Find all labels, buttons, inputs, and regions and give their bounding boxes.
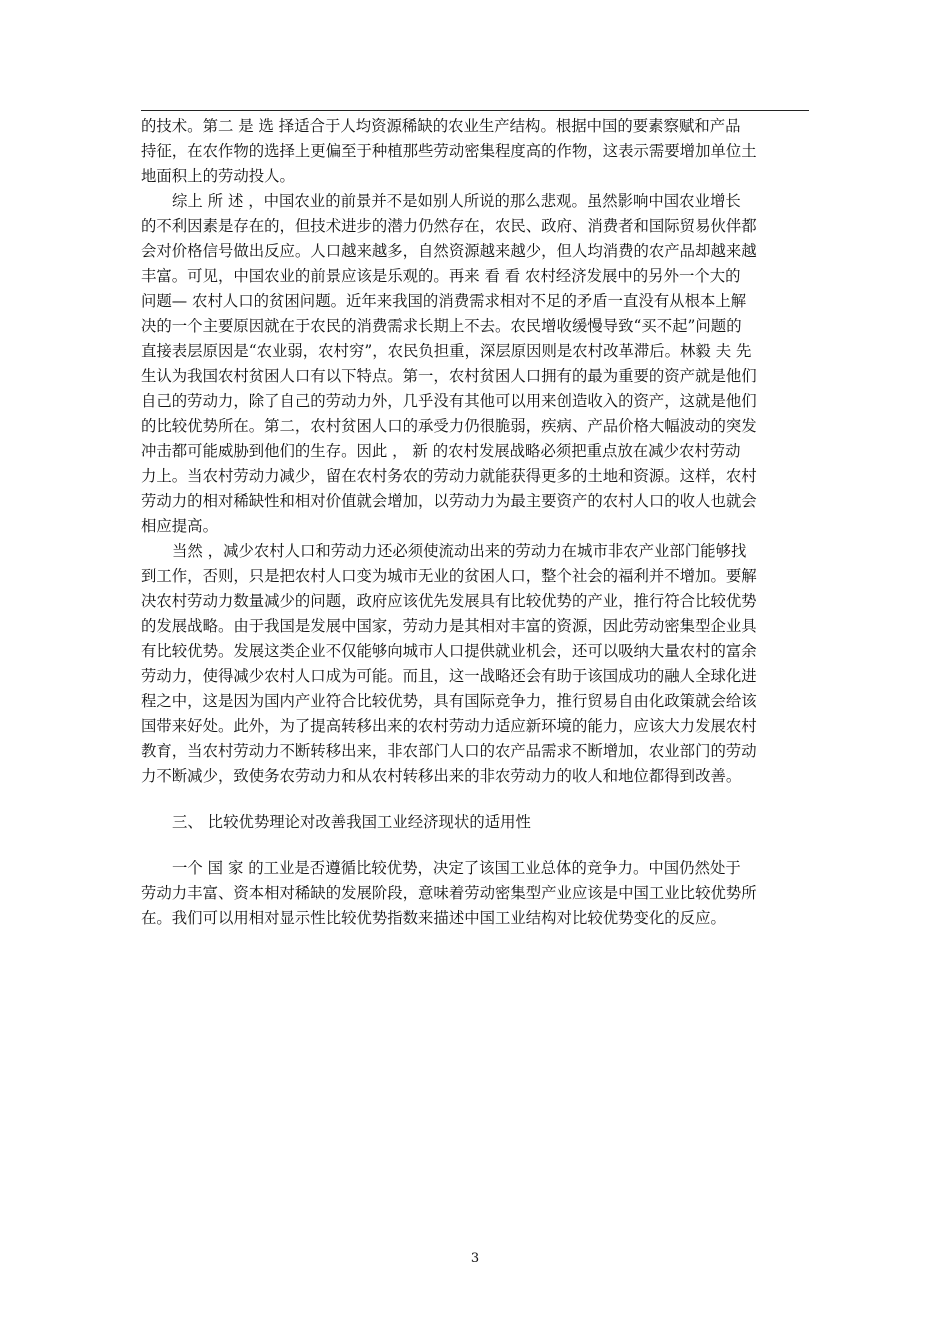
text-line: 劳动力的相对稀缺性和相对价值就会增加，以劳动力为最主要资产的农村人口的收人也就会 xyxy=(141,492,757,510)
text-line: 当然 ，减少农村人口和劳动力还必须使流动出来的劳动力在城市非农产业部门能够找 xyxy=(172,542,747,560)
text-line: 的发展战略。由于我国是发展中国家，劳动力是其相对丰富的资源，因此劳动密集型企业具 xyxy=(141,617,757,635)
text-line: 力不断减少，致使务农劳动力和从农村转移出来的非农劳动力的收人和地位都得到改善。 xyxy=(141,767,742,785)
text-line: 决农村劳动力数量减少的问题，政府应该优先发展具有比较优势的产业，推行符合比较优势 xyxy=(141,592,757,610)
text-line: 一个 国 家 的工业是否遵循比较优势，决定了该国工业总体的竞争力。中国仍然处于 xyxy=(172,859,741,877)
text-line: 丰富。可见，中国农业的前景应该是乐观的。再来 看 看 农村经济发展中的另外一个大的 xyxy=(141,267,741,285)
text-line: 持征，在农作物的选择上更偏至于种植那些劳动密集程度高的作物，这表示需要增加单位土 xyxy=(141,142,757,160)
paragraph-industry xyxy=(141,856,809,931)
paragraph-agriculture-outlook xyxy=(141,189,809,539)
spacer xyxy=(141,789,809,810)
text-line: 的不利因素是存在的，但技术进步的潜力仍然存在，农民、政府、消费者和国际贸易伙伴都 xyxy=(141,217,757,235)
document-body xyxy=(141,114,809,931)
text-line: 劳动力，使得减少农村人口成为可能。而且，这一战略还会有助于该国成功的融人全球化进 xyxy=(141,667,757,685)
text-line: 力上。当农村劳动力减少，留在农村务农的劳动力就能获得更多的土地和资源。这样，农村 xyxy=(141,467,757,485)
text-line: 会对价格信号做出反应。人口越来越多，自然资源越来越少，但人均消费的农产品却越来越 xyxy=(141,242,757,260)
text-line: 问题— 农村人口的贫困问题。近年来我国的消费需求相对不足的矛盾一直没有从根本上解 xyxy=(141,292,747,310)
paragraph-labor-transfer xyxy=(141,539,809,789)
text-line: 教育，当农村劳动力不断转移出来，非农部门人口的农产品需求不断增加，农业部门的劳动 xyxy=(141,742,757,760)
paragraph-continuation xyxy=(141,114,809,189)
text-line: 地面积上的劳动投人。 xyxy=(141,167,295,185)
text-line: 的比较优势所在。第二，农村贫困人口的承受力仍很脆弱，疾病、产品价格大幅波动的突发 xyxy=(141,417,757,435)
text-line: 的技术。第二 是 选 择适合于人均资源稀缺的农业生产结构。根据中国的要素察赋和产品 xyxy=(141,117,741,135)
page-number: 3 xyxy=(470,1251,480,1266)
text-line: 到工作，否则，只是把农村人口变为城市无业的贫困人口，整个社会的福利并不增加。要解 xyxy=(141,567,757,585)
text-line: 综上 所 述 ，中国农业的前景并不是如别人所说的那么悲观。虽然影响中国农业增长 xyxy=(172,192,741,210)
text-line: 生认为我国农村贫困人口有以下特点。第一，农村贫困人口拥有的最为重要的资产就是他们 xyxy=(141,367,757,385)
text-line: 劳动力丰富、资本相对稀缺的发展阶段，意味着劳动密集型产业应该是中国工业比较优势所 xyxy=(141,884,757,902)
text-line: 自己的劳动力，除了自己的劳动力外，几乎没有其他可以用来创造收入的资产，这就是他们 xyxy=(141,392,757,410)
text-line: 国带来好处。此外，为了提高转移出来的农村劳动力适应新环境的能力，应该大力发展农村 xyxy=(141,717,757,735)
text-line: 冲击都可能威胁到他们的生存。因此 ， 新 的农村发展战略必须把重点放在减少农村劳动 xyxy=(141,442,741,460)
section-heading: 三、 比较优势理论对改善我国工业经济现状的适用性 xyxy=(172,813,531,831)
text-line: 决的一个主要原因就在于农民的消费需求长期上不去。农民增收缓慢导致“买不起”问题的 xyxy=(141,317,742,335)
text-line: 程之中，这是因为国内产业符合比较优势，具有国际竞争力，推行贸易自由化政策就会给该 xyxy=(141,692,757,710)
text-line: 直接表层原因是“农业弱，农村穷”，农民负担重，深层原因则是农村改革滞后。林毅 夫 先 xyxy=(141,342,752,360)
text-line: 相应提高。 xyxy=(141,517,218,535)
text-line: 有比较优势。发展这类企业不仅能够向城市人口提供就业机会，还可以吸纳大量农村的富余 xyxy=(141,642,757,660)
spacer xyxy=(141,835,809,856)
text-line: 在。我们可以用相对显示性比较优势指数来描述中国工业结构对比较优势变化的反应。 xyxy=(141,909,726,927)
header-rule xyxy=(141,110,809,111)
